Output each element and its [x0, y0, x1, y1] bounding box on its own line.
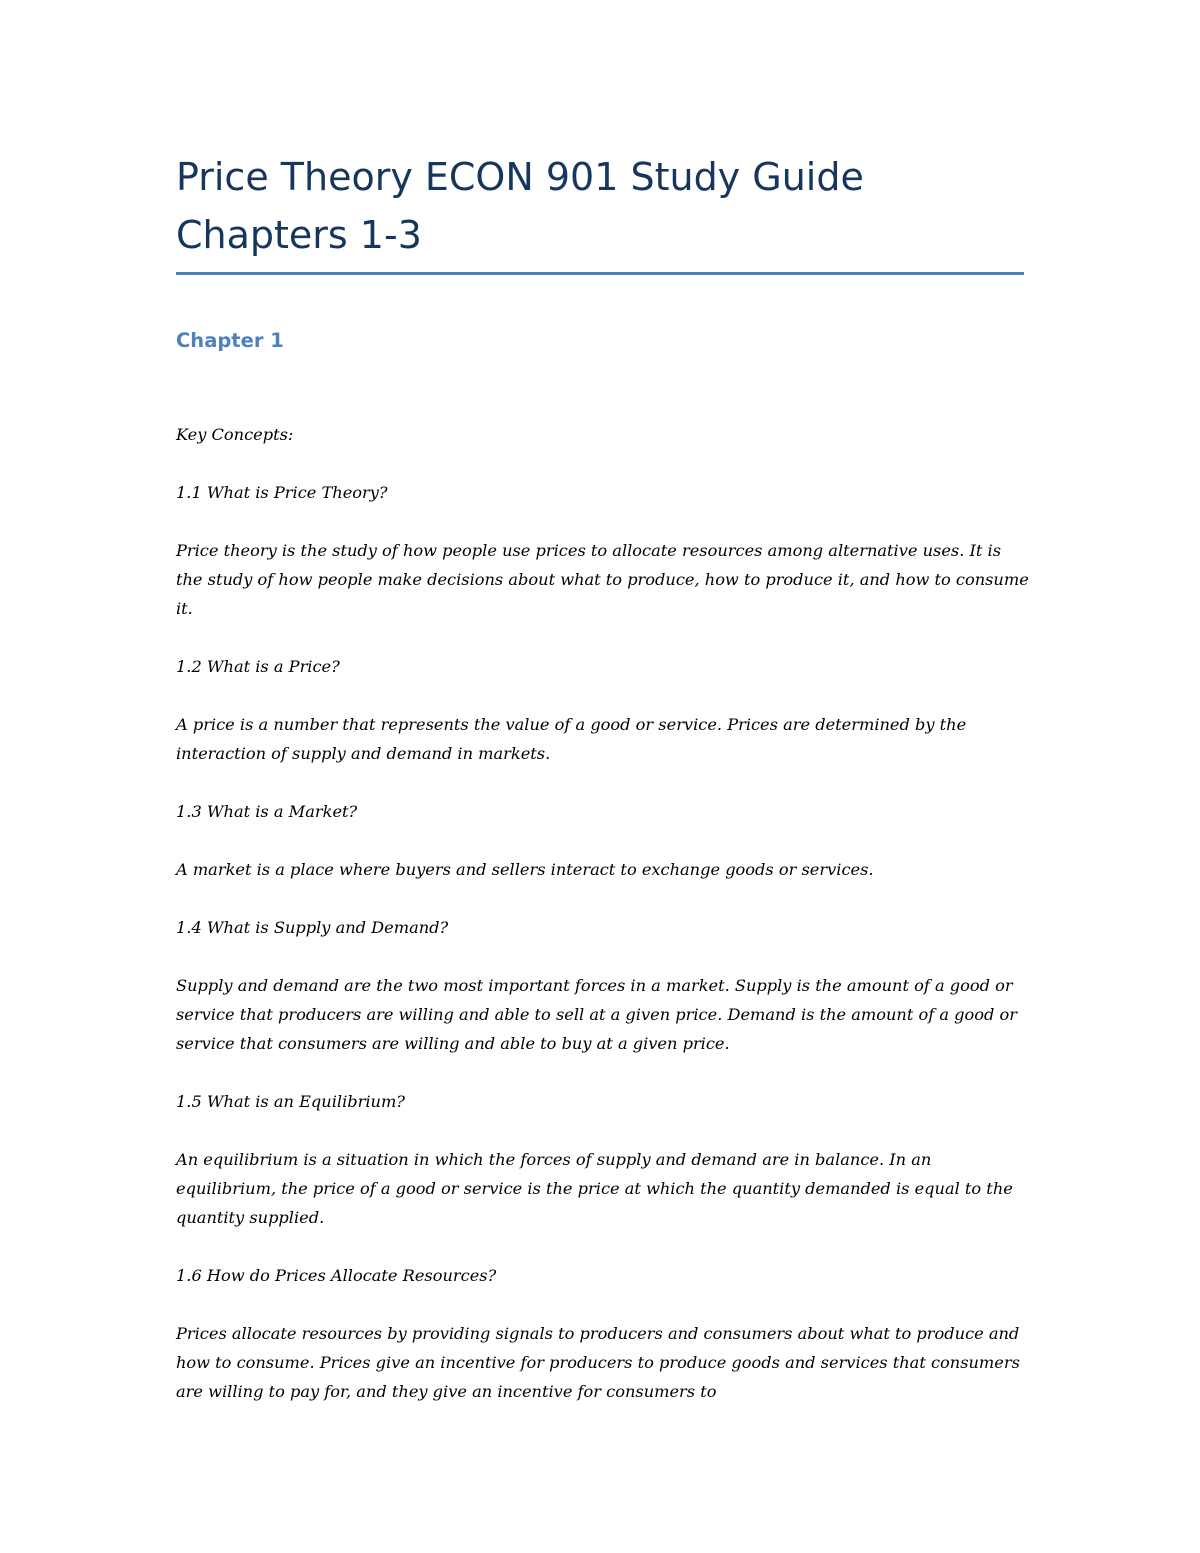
title-line-1: Price Theory ECON 901 Study Guide	[176, 155, 864, 199]
title-line-2: Chapters 1-3	[176, 213, 422, 257]
section-text-1-3: A market is a place where buyers and sellers interact to exchange goods or services.	[176, 860, 874, 879]
section-text-1-6: Prices allocate resources by providing signals to producers and consumers about what to produce and how to consume. Prices give an incentive for producers to produce goods and services that consumers are willing to pay for, and they give an incentive for consumers to	[176, 1324, 1020, 1401]
document-body	[176, 420, 1031, 1435]
section-heading-1-6: 1.6 How do Prices Allocate Resources?	[176, 1266, 497, 1285]
chapter-heading: Chapter 1	[176, 329, 284, 352]
section-heading-1-2: 1.2 What is a Price?	[176, 657, 340, 676]
section-text-1-2: A price is a number that represents the value of a good or service. Prices are determined by the interaction of supply and demand in markets.	[176, 715, 967, 763]
section-heading-1-4: 1.4 What is Supply and Demand?	[176, 918, 449, 937]
section-text-1-4: Supply and demand are the two most important forces in a market. Supply is the amount of a good or service that producers are willing and able to sell at a given price. Demand is the amount of a good or service that consumers are willing and able to buy at a given price.	[176, 976, 1018, 1053]
section-heading-1-1: 1.1 What is Price Theory?	[176, 483, 388, 502]
section-heading-1-5: 1.5 What is an Equilibrium?	[176, 1092, 405, 1111]
section-text-1-1: Price theory is the study of how people use prices to allocate resources among alternative uses. It is the study of how people make decisions about what to produce, how to produce it, and how to consume it.	[176, 541, 1029, 618]
title-underline-rule	[176, 272, 1024, 275]
page-title	[176, 148, 1036, 264]
key-concepts-label: Key Concepts:	[176, 425, 294, 444]
section-text-1-5: An equilibrium is a situation in which the forces of supply and demand are in balance. In an equilibrium, the price of a good or service is the price at which the quantity demanded is equal to the quantity supplied.	[176, 1150, 1013, 1227]
section-heading-1-3: 1.3 What is a Market?	[176, 802, 358, 821]
